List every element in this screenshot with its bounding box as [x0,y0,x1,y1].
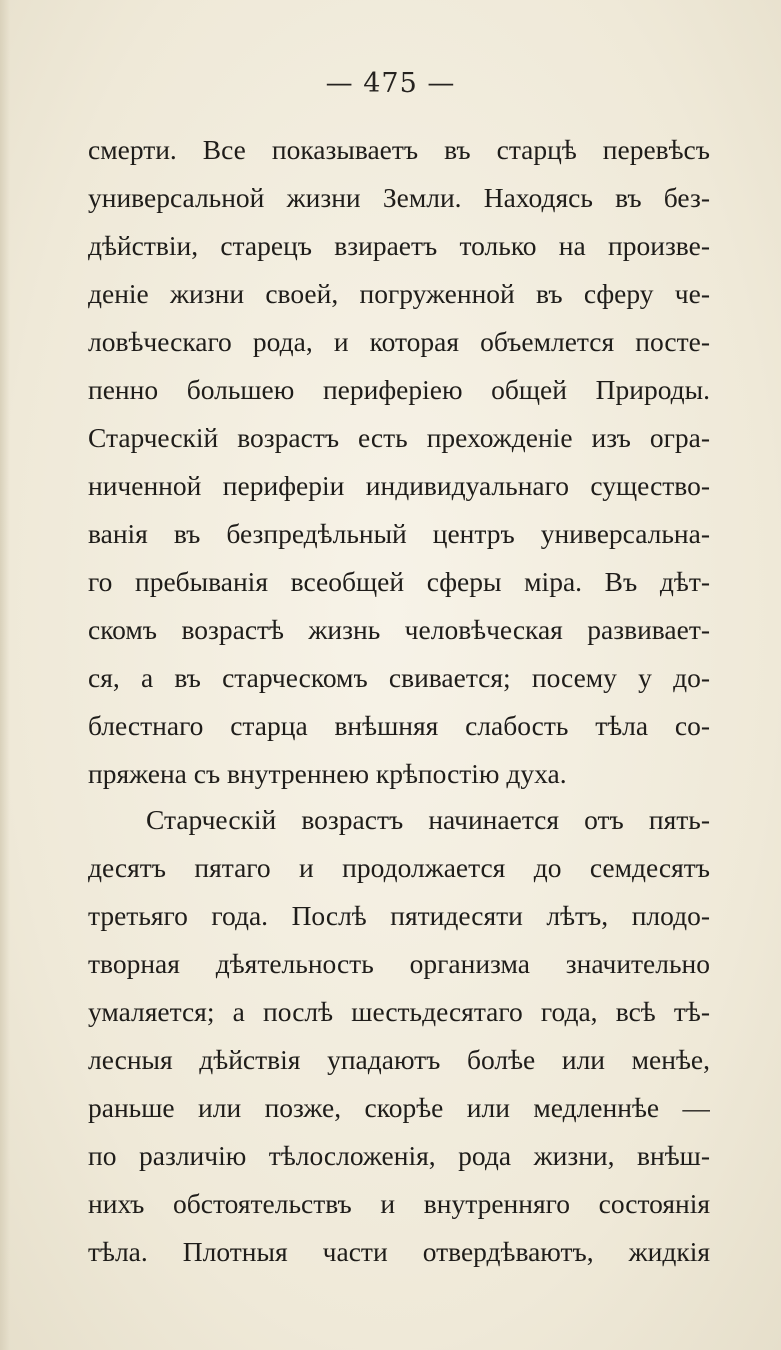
page-number: — 475 — [325,68,456,99]
text-line: нихъ обстоятельствъ и внутренняго состоянія [88,1188,710,1219]
text-line: творная дѣятельность организма значительно [88,948,710,979]
text-line: го пребыванія всеобщей сферы міра. Въ дѣт- [88,566,710,597]
text-line: деніе жизни своей, погруженной въ сферу че- [88,278,710,309]
text-line: по различію тѣлосложенія, рода жизни, внѣш- [88,1140,710,1171]
text-line: ся, а въ старческомъ свивается; посему у до- [88,662,710,693]
text-line: скомъ возрастѣ жизнь человѣческая развивает- [88,614,710,645]
text-line: смерти. Все показываетъ въ старцѣ перевѣсъ [88,134,710,165]
text-line: ванія въ безпредѣльный центръ универсальна- [88,518,710,549]
text-line: раньше или позже, скорѣе или медленнѣе — [88,1092,710,1123]
text-line: пенно большею периферіею общей Природы. [88,374,710,405]
text-line: ловѣческаго рода, и которая объемлется посте- [88,326,710,357]
text-line: ниченной периферіи индивидуальнаго существо- [88,470,710,501]
page-binding-edge [0,0,10,1350]
text-line: десятъ пятаго и продолжается до семдесятъ [88,852,710,883]
text-line: тѣла. Плотныя части отвердѣваютъ, жидкія [88,1236,710,1267]
text-line: Старческій возрастъ есть прехожденіе изъ огра- [88,422,710,453]
text-line: пряжена съ внутреннею крѣпостію духа. [88,758,567,789]
text-line: блестнаго старца внѣшняя слабость тѣла со- [88,710,710,741]
text-line: умаляется; а послѣ шестьдесятаго года, всѣ тѣ- [88,996,710,1027]
paragraph-2 [88,796,710,1276]
text-line: Старческій возрастъ начинается отъ пять- [146,804,710,835]
text-line: универсальной жизни Земли. Находясь въ без- [88,182,710,213]
text-line: третьяго года. Послѣ пятидесяти лѣтъ, плодо- [88,900,710,931]
text-line: дѣйствіи, старецъ взираетъ только на произве- [88,230,710,261]
text-line: лесныя дѣйствія упадаютъ болѣе или менѣе, [88,1044,710,1075]
paragraph-1 [88,126,710,798]
